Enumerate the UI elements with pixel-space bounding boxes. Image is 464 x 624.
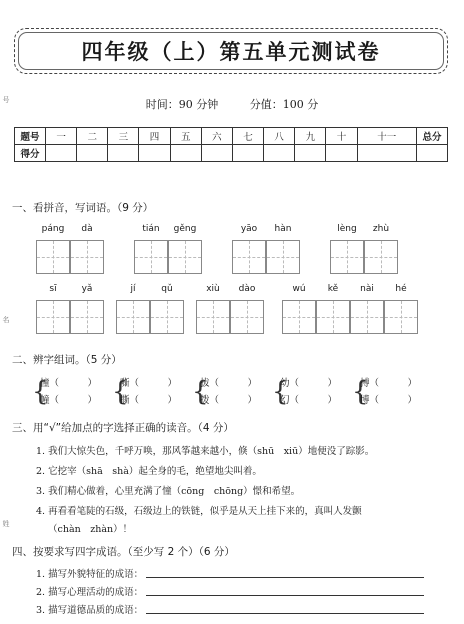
writing-grid-cell[interactable] (36, 240, 70, 274)
score-col: 七 (232, 128, 263, 145)
score-cell[interactable] (108, 145, 139, 162)
score-col: 一 (46, 128, 77, 145)
writing-grid-cell[interactable] (230, 300, 264, 334)
question-item-cont: （chàn zhàn）！ (48, 524, 133, 535)
exam-meta (0, 96, 464, 112)
pair-word[interactable]: 憧（ ） (40, 378, 98, 389)
score-col: 四 (139, 128, 170, 145)
writing-grid-cell[interactable] (168, 240, 202, 274)
answer-line[interactable] (146, 577, 424, 578)
pair-word[interactable]: 拔（ ） (200, 378, 258, 389)
pinyin-label: yǎ (81, 284, 93, 294)
pair-word[interactable]: 幼（ ） (280, 378, 338, 389)
pinyin-label: jí (130, 284, 136, 294)
score-cell[interactable] (232, 145, 263, 162)
score-col: 三 (108, 128, 139, 145)
question-item: 1. 我们大惊失色，千呼万唤，那风筝越来越小，倏（shū xiū）地便没了踪影。 (36, 446, 375, 457)
answer-line[interactable] (146, 595, 424, 596)
brace-icon: { (192, 377, 209, 407)
margin-mark: 姓 (2, 520, 10, 527)
question-item: 3. 我们精心做着，心里充满了憧（cōng chōng）憬和希望。 (36, 486, 301, 497)
title-banner (14, 28, 448, 74)
writing-grid-cell[interactable] (364, 240, 398, 274)
score-cell[interactable] (46, 145, 77, 162)
exam-time: 时间：90 分钟 (145, 98, 219, 111)
pinyin-label: sī (49, 284, 57, 294)
pair-word[interactable]: 嘶（ ） (120, 378, 178, 389)
score-col: 二 (77, 128, 108, 145)
pair-word[interactable]: 撕（ ） (120, 395, 178, 406)
idiom-item: 3. 描写道德品质的成语： (36, 605, 144, 616)
writing-grid-cell[interactable] (196, 300, 230, 334)
score-cell[interactable] (139, 145, 170, 162)
pair-word[interactable]: 幢（ ） (40, 395, 98, 406)
section-4-heading: 四、按要求写四字成语。（至少写 2 个）（6 分） (12, 546, 235, 558)
pinyin-label: tián (142, 224, 160, 234)
pinyin-label: kě (327, 284, 339, 294)
score-col: 八 (264, 128, 295, 145)
score-table-score-row (15, 145, 448, 162)
margin-mark: 名 (2, 316, 10, 323)
score-cell[interactable] (417, 145, 448, 162)
pinyin-label: lèng (337, 224, 357, 234)
writing-grid-cell[interactable] (70, 240, 104, 274)
writing-grid-cell[interactable] (116, 300, 150, 334)
score-cell[interactable] (295, 145, 326, 162)
writing-grid-cell[interactable] (150, 300, 184, 334)
score-cell[interactable] (201, 145, 232, 162)
pinyin-label: hé (395, 284, 407, 294)
pinyin-label: páng (41, 224, 65, 234)
page-title: 四年级（上）第五单元测试卷 (81, 40, 381, 64)
margin-mark: 号 (2, 96, 10, 103)
section-2-heading: 二、辨字组词。（5 分） (12, 354, 122, 366)
pinyin-label: yāo (240, 224, 258, 234)
brace-icon: { (352, 377, 369, 407)
exam-score: 分值：100 分 (249, 98, 319, 111)
writing-grid-cell[interactable] (36, 300, 70, 334)
score-table-header-row (15, 128, 448, 145)
score-table-score-label: 得分 (15, 145, 46, 162)
writing-grid-cell[interactable] (330, 240, 364, 274)
writing-grid-cell[interactable] (232, 240, 266, 274)
writing-grid-cell[interactable] (70, 300, 104, 334)
score-table-head-label: 题号 (15, 128, 46, 145)
score-col: 十 (326, 128, 357, 145)
score-col: 九 (295, 128, 326, 145)
pinyin-label: qǔ (161, 284, 173, 294)
writing-grid-cell[interactable] (282, 300, 316, 334)
writing-grid-cell[interactable] (266, 240, 300, 274)
score-cell[interactable] (264, 145, 295, 162)
brace-icon: { (272, 377, 289, 407)
score-cell[interactable] (170, 145, 201, 162)
pinyin-label: dào (238, 284, 256, 294)
score-cell[interactable] (77, 145, 108, 162)
pinyin-label: xiù (206, 284, 220, 294)
pinyin-label: zhù (372, 224, 390, 234)
writing-grid-cell[interactable] (134, 240, 168, 274)
pair-word[interactable]: 拨（ ） (200, 395, 258, 406)
section-3-heading: 三、用“√”给加点的字选择正确的读音。（4 分） (12, 422, 234, 434)
pair-word[interactable]: 搏（ ） (360, 378, 418, 389)
pair-word[interactable]: 幻（ ） (280, 395, 338, 406)
score-table (14, 127, 448, 162)
question-item: 2. 它挖宰（shā shà）起全身的毛，绝望地尖叫着。 (36, 466, 262, 477)
writing-grid-cell[interactable] (384, 300, 418, 334)
writing-grid-cell[interactable] (350, 300, 384, 334)
writing-grid-cell[interactable] (316, 300, 350, 334)
pair-word[interactable]: 博（ ） (360, 395, 418, 406)
brace-icon: { (112, 377, 129, 407)
idiom-item: 2. 描写心理活动的成语： (36, 587, 144, 598)
pinyin-label: dà (81, 224, 93, 234)
idiom-item: 1. 描写外貌特征的成语： (36, 569, 144, 580)
score-col-total: 总分 (417, 128, 448, 145)
score-cell[interactable] (326, 145, 357, 162)
pinyin-label: hàn (274, 224, 292, 234)
score-col: 十一 (357, 128, 416, 145)
pinyin-label: nài (360, 284, 374, 294)
score-col: 五 (170, 128, 201, 145)
score-col: 六 (201, 128, 232, 145)
section-1-heading: 一、看拼音，写词语。（9 分） (12, 202, 154, 214)
question-item: 4. 再看看笔陡的石级，石级边上的铁链，似乎是从天上挂下来的，真叫人发颤 (36, 506, 362, 517)
score-cell[interactable] (357, 145, 416, 162)
pinyin-label: gěng (173, 224, 197, 234)
brace-icon: { (32, 377, 49, 407)
pinyin-label: wú (292, 284, 306, 294)
answer-line[interactable] (146, 613, 424, 614)
